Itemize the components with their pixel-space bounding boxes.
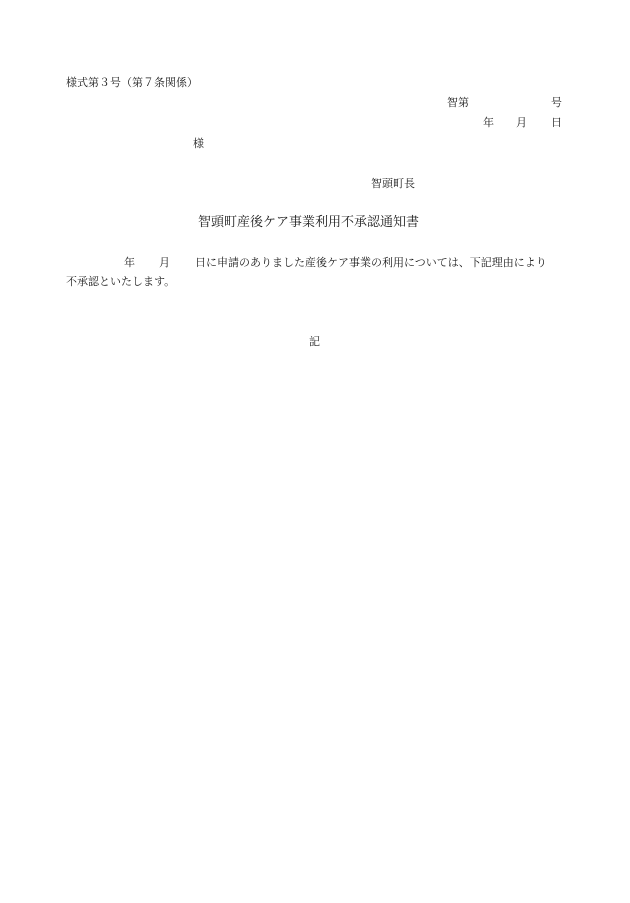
date-year: 年 (483, 116, 494, 129)
body-month: 月 (159, 256, 170, 269)
body-line-2: 不承認といたします。 (66, 275, 176, 288)
sender-name: 智頭町長 (371, 177, 415, 190)
doc-number-suffix: 号 (551, 96, 562, 109)
date-day: 日 (551, 116, 562, 129)
body-year: 年 (124, 256, 135, 269)
form-label: 様式第３号（第７条関係） (66, 76, 198, 89)
addressee-suffix: 様 (193, 137, 204, 150)
document-title: 智頭町産後ケア事業利用不承認通知書 (198, 215, 420, 230)
doc-number-prefix: 智第 (447, 96, 469, 109)
ki-heading: 記 (309, 335, 320, 348)
body-line-1: 日に申請のありました産後ケア事業の利用については、下記理由により (195, 256, 547, 269)
date-month: 月 (516, 116, 527, 129)
